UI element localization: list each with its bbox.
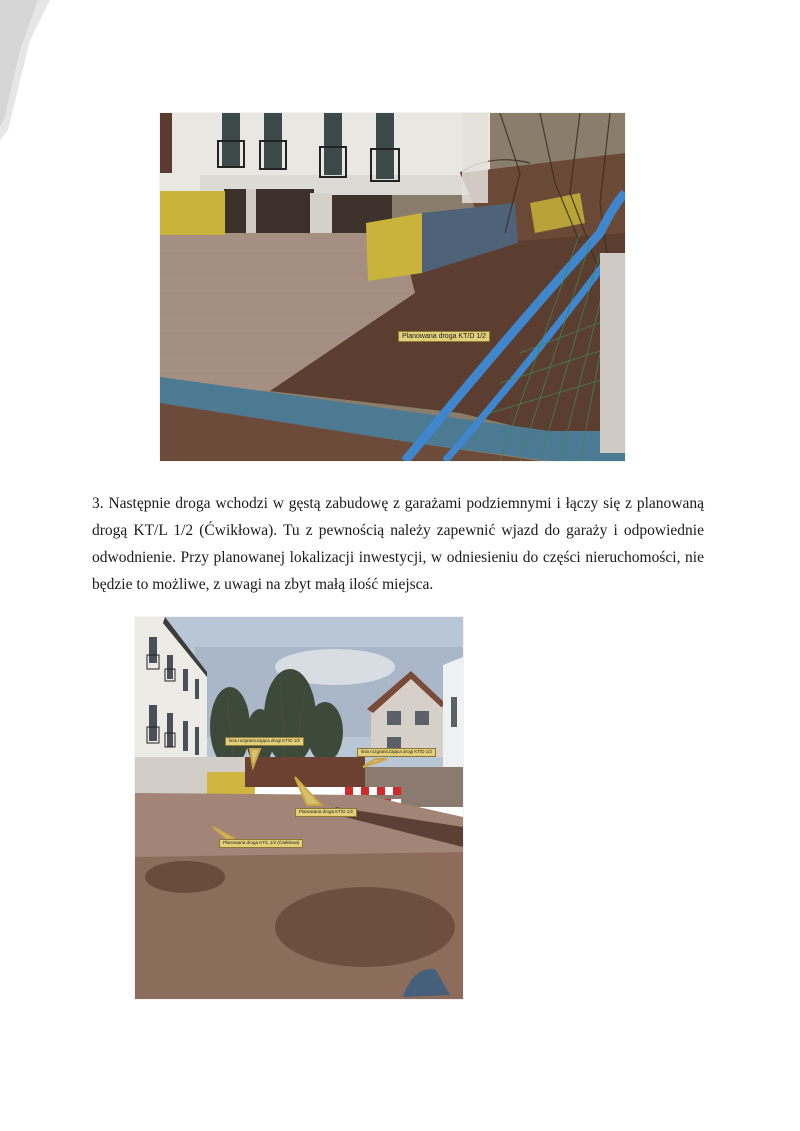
photo-label-boundary-left: linia rozgraniczająca drogi KT/D 1/2 [225,737,304,746]
photo-label-planned-road: Planowana droga KT/D 1/2 [295,808,357,817]
photo-label-boundary-right: linia rozgraniczająca drogi KT/D 1/2 [357,748,436,757]
body-paragraph: 3. Następnie droga wchodzi w gęstą zabudowę z garażami podziemnymi i łączy się z planowaną drogą KT/L 1/2 (Ćwikłowa). Tu z pewnością należy zapewnić wjazd do garaży i odpowiednie odwodnienie. Przy planowanej lokalizacji inwestycji, w odniesieniu do części nieruchomości, nie będzie to możliwe, z uwagi na zbyt małą ilość miejsca. [92,495,704,593]
photo-label-planned-road: Planowana droga KT/D 1/2 [398,331,490,342]
photo-label-cwiklowa-road: Planowana droga KT/L 1/2 (Ćwikłowa) [219,839,303,848]
scan-edge-shadow [0,0,50,140]
photo-construction-slope [160,113,625,461]
photo-road-junction [135,617,463,999]
